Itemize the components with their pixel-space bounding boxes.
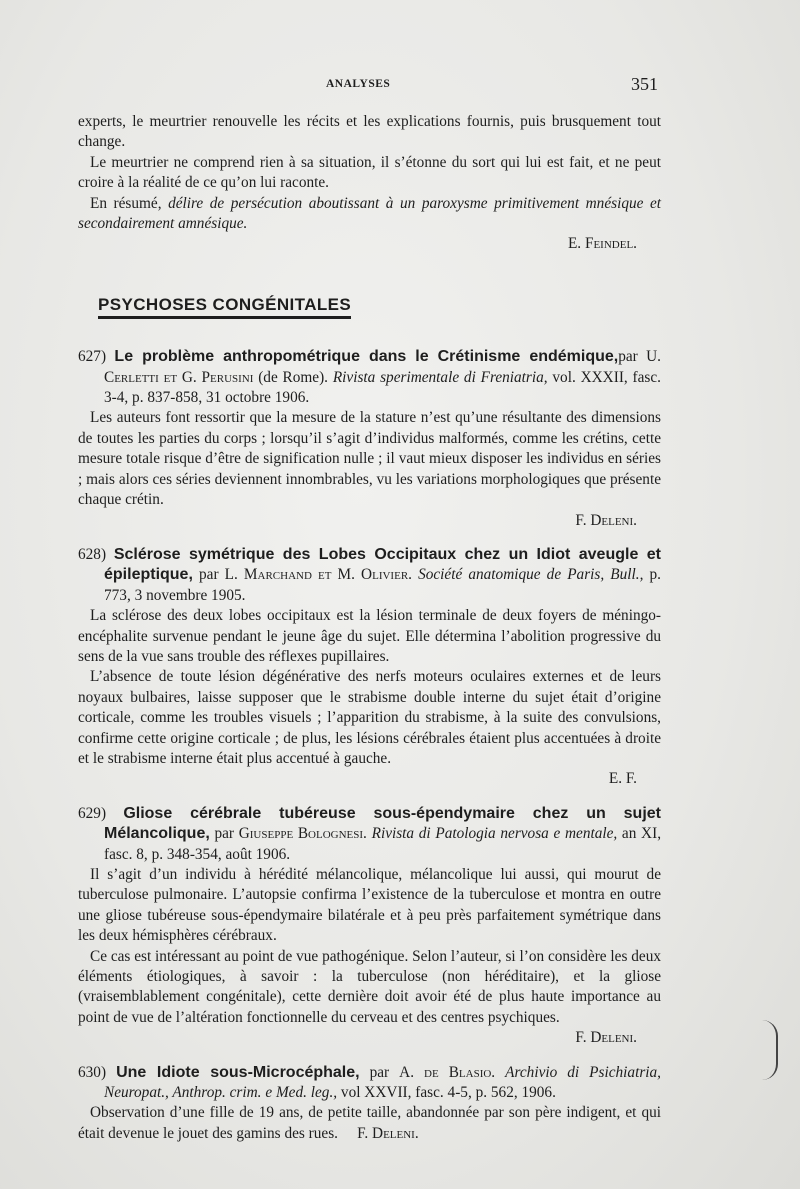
article-reference: vol. XXXII, fasc. 3-4, p. 837-858, 31 octobre 1906.	[104, 368, 661, 407]
article-paragraph: Ce cas est intéressant au point de vue pathogénique. Selon l’auteur, si l’on considère les deux éléments étiologiques, à savoir : la tuberculose (non héréditaire), et la gliose (vraisemblablement congénitale), cette dernière doit avoir été de plus haute importance au point de vue de l’altération fonctionnelle du cerveau et des centres psychiques.	[78, 947, 661, 1026]
article-journal: Rivista sperimentale di Freniatria,	[332, 368, 548, 386]
article-title: Le problème anthropométrique dans le Crétinisme endémique,	[114, 348, 619, 366]
page-number: 351	[631, 74, 658, 94]
article-paragraph: L’absence de toute lésion dégénérative des nerfs moteurs oculaires externes et de leurs noyaux bulbaires, laisse supposer que le strabisme double interne du sujet était d’origine corticale, comme les troubles visuels ; l’apparition du strabisme, à la suite des convulsions, confirme cette origine corticale ; de plus, les lésions cérébrales étaient plus accentuées à droite et le strabisme interne était plus accentué à gauche.	[78, 668, 661, 767]
article-authors: L. Marchand et M. Olivier.	[224, 566, 412, 584]
article-paragraph: Les auteurs font ressortir que la mesure de la stature n’est qu’une résultante des dimensions de toutes les parties du corps ; lorsqu’il s’agit d’individus malformés, comme les crétins, cette mesure totale risque d’être de signification nulle ; il vaut mieux disposer les individus en séries ; mais alors ces séries deviennent innombrables, vu les variations morphologiques que présente chaque crétin.	[78, 409, 661, 509]
article-number: 629)	[78, 804, 107, 822]
article-reference: vol XXVII, fasc. 4-5, p. 562, 1906.	[337, 1084, 556, 1102]
article-journal: Archivio di Psichiatria, Neuropat., Anthrop. crim. e Med. leg.,	[104, 1063, 661, 1102]
article-number: 628)	[78, 545, 107, 563]
page-content	[78, 112, 661, 1144]
article-signature: F. Deleni.	[357, 1124, 419, 1142]
article-reference: p. 773, 3 novembre 1905.	[104, 566, 662, 604]
article-628	[78, 545, 661, 790]
article-630	[78, 1063, 661, 1145]
intro-paragraph-1: experts, le meurtrier renouvelle les récits et les explications fournis, puis brusquement tout change.	[78, 113, 661, 151]
intro-paragraph-3-start: En résumé,	[90, 194, 169, 212]
article-heading	[78, 1063, 661, 1104]
article-title: Gliose cérébrale tubéreuse sous-épendymaire chez un sujet Mélancolique,	[104, 804, 661, 843]
article-byline-mid	[495, 1064, 505, 1081]
page-header	[78, 74, 658, 96]
article-byline-mid: (de Rome).	[253, 368, 333, 386]
article-629	[78, 804, 661, 1049]
article-reference: an XI, fasc. 8, p. 348-354, août 1906.	[104, 825, 662, 863]
article-journal: Société anatomique de Paris, Bull.,	[418, 566, 644, 584]
article-number: 627)	[78, 348, 107, 366]
article-heading	[78, 347, 661, 408]
article-byline-pre: par	[192, 566, 225, 584]
article-signature: E. F.	[608, 770, 637, 788]
article-heading	[78, 804, 661, 865]
article-paragraph-text: Observation d’une fille de 19 ans, de petite taille, abandonnée par son père indigent, et qui était devenue le jouet des gamins des rues.	[78, 1104, 661, 1142]
section-title: PSYCHOSES CONGÉNITALES	[98, 295, 351, 319]
running-head: ANALYSES	[326, 78, 391, 90]
intro-paragraph-2: Le meurtrier ne comprend rien à sa situation, il s’étonne du sort qui lui est fait, et ne peut croire à la réalité de ce qu’on lui raconte.	[78, 153, 661, 192]
article-title: Sclérose symétrique des Lobes Occipitaux chez un Idiot aveugle et épileptique,	[104, 545, 661, 584]
intro-paragraph-3	[78, 194, 661, 235]
article-paragraph	[78, 1103, 661, 1144]
article-number: 630)	[78, 1063, 107, 1081]
article-signature: F. Deleni.	[575, 511, 637, 529]
article-byline-pre: par	[209, 825, 239, 843]
article-627	[78, 347, 661, 531]
article-authors: A. de Blasio.	[399, 1063, 496, 1081]
intro-paragraph-3-italic: délire de persécution aboutissant à un paroxysme primitivement mnésique et secondairement amnésique.	[78, 194, 661, 233]
article-paragraph: La sclérose des deux lobes occipitaux est la lésion terminale de deux foyers de méningo-encéphalite survenue pendant le jeune âge du sujet. Elle détermina l’abolition progressive du sens de la vue sans trouble des réflexes pupillaires.	[78, 607, 661, 665]
article-authors: U. Cerletti et G. Perusini	[104, 348, 661, 386]
article-paragraph: Il s’agit d’un individu à hérédité mélancolique, mélancolique lui aussi, qui mourut de tuberculose pulmonaire. L’autopsie confirma l’existence de la tuberculose et montra en outre une gliose tubéreuse sous-épendymaire bilatérale et à peu près parfaitement symétrique dans les deux hémisphères cérébraux.	[78, 866, 661, 945]
article-title: Une Idiote sous-Microcéphale,	[116, 1063, 360, 1081]
article-byline-pre: par	[618, 348, 647, 366]
article-journal: Rivista di Patologia nervosa e mentale,	[371, 825, 618, 843]
article-signature: F. Deleni.	[575, 1029, 637, 1047]
page-edge-mark	[762, 1020, 778, 1080]
intro-signature: E. Feindel.	[567, 235, 637, 253]
article-authors: Giuseppe Bolognesi.	[238, 825, 367, 843]
article-heading	[78, 545, 661, 606]
article-byline-pre: par	[359, 1063, 400, 1081]
